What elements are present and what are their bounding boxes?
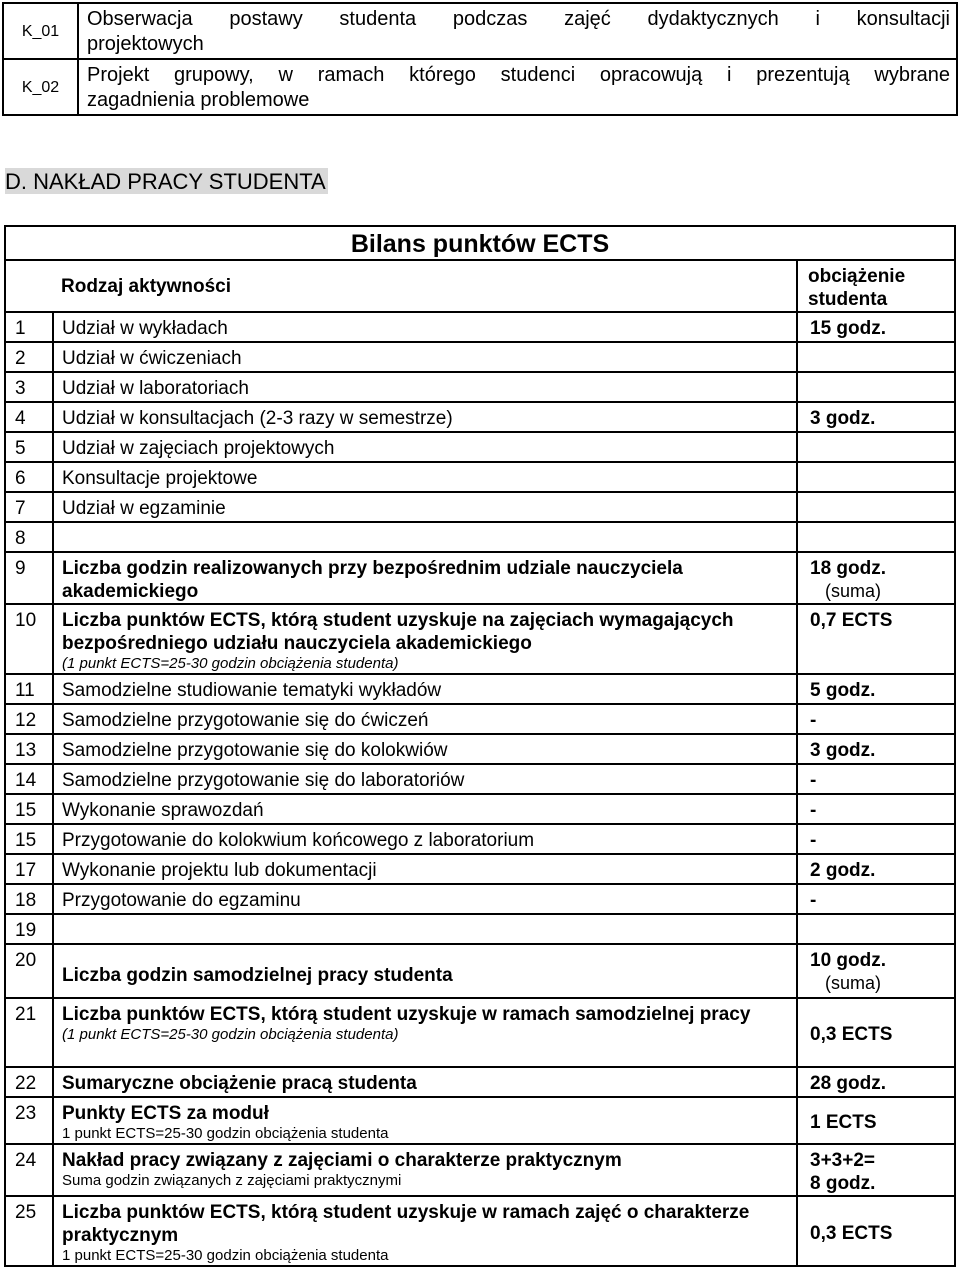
row-note: 1 punkt ECTS=25-30 godzin obciążenia studenta bbox=[62, 1247, 389, 1264]
row-value: - bbox=[797, 824, 955, 854]
table-row bbox=[5, 734, 955, 764]
table-row bbox=[5, 764, 955, 794]
ects-title: Bilans punktów ECTS bbox=[5, 226, 955, 260]
row-activity: Liczba punktów ECTS, którą student uzyskuje na zajęciach wymagających bezpośredniego udziału nauczyciela akademickiego bbox=[62, 610, 734, 654]
row-activity bbox=[53, 522, 797, 552]
row-activity-cell bbox=[53, 1196, 797, 1266]
row-number: 18 bbox=[5, 884, 53, 914]
row-value: - bbox=[797, 884, 955, 914]
table-row bbox=[5, 342, 955, 372]
table-row bbox=[5, 432, 955, 462]
row-value: 3 godz. bbox=[797, 734, 955, 764]
row-activity: Samodzielne przygotowanie się do ćwiczeń bbox=[53, 704, 797, 734]
row-value-cell bbox=[797, 552, 955, 604]
row-value: 10 godz. bbox=[810, 950, 887, 971]
row-activity: Udział w konsultacjach (2-3 razy w semestrze) bbox=[53, 402, 797, 432]
effect-row bbox=[3, 3, 957, 59]
row-activity: Przygotowanie do egzaminu bbox=[53, 884, 797, 914]
row-note: (1 punkt ECTS=25-30 godzin obciążenia studenta) bbox=[62, 655, 399, 672]
table-row bbox=[5, 522, 955, 552]
row-value bbox=[797, 914, 955, 944]
row-number: 8 bbox=[5, 522, 53, 552]
row-value bbox=[797, 492, 955, 522]
row-activity-cell bbox=[53, 1097, 797, 1144]
row-activity: Przygotowanie do kolokwium końcowego z laboratorium bbox=[53, 824, 797, 854]
row-activity: Wykonanie sprawozdań bbox=[53, 794, 797, 824]
row-value: 3+3+2= bbox=[810, 1150, 875, 1171]
table-row bbox=[5, 402, 955, 432]
row-value: 0,3 ECTS bbox=[797, 1196, 955, 1266]
row-value-line2: 8 godz. bbox=[810, 1173, 876, 1194]
row-number: 5 bbox=[5, 432, 53, 462]
row-value: 3 godz. bbox=[797, 402, 955, 432]
row-value: 28 godz. bbox=[797, 1067, 955, 1097]
table-row bbox=[5, 998, 955, 1067]
row-value bbox=[797, 432, 955, 462]
row-activity: Punkty ECTS za moduł bbox=[62, 1103, 269, 1124]
ects-header-row bbox=[5, 260, 955, 312]
row-value: 15 godz. bbox=[797, 312, 955, 342]
row-number: 24 bbox=[5, 1144, 53, 1196]
row-number: 1 bbox=[5, 312, 53, 342]
table-row bbox=[5, 312, 955, 342]
row-value: - bbox=[797, 704, 955, 734]
row-activity: Udział w ćwiczeniach bbox=[53, 342, 797, 372]
row-value-sub: (suma) bbox=[824, 973, 881, 993]
row-activity: Udział w wykładach bbox=[53, 312, 797, 342]
table-row bbox=[5, 1196, 955, 1266]
effect-code: K_01 bbox=[3, 3, 78, 59]
row-number: 9 bbox=[5, 552, 53, 604]
row-number: 23 bbox=[5, 1097, 53, 1144]
row-value bbox=[797, 522, 955, 552]
row-activity-cell bbox=[53, 1144, 797, 1196]
row-value-cell bbox=[797, 944, 955, 998]
row-activity: Samodzielne studiowanie tematyki wykładów bbox=[53, 674, 797, 704]
row-number: 20 bbox=[5, 944, 53, 998]
table-row bbox=[5, 884, 955, 914]
row-value: 5 godz. bbox=[797, 674, 955, 704]
effect-description bbox=[78, 3, 957, 59]
row-activity: Konsultacje projektowe bbox=[53, 462, 797, 492]
table-row bbox=[5, 604, 955, 674]
table-row bbox=[5, 462, 955, 492]
row-number: 11 bbox=[5, 674, 53, 704]
effect-text-cont: zagadnienia problemowe bbox=[87, 89, 310, 111]
effect-text: Obserwacja postawy studenta podczas zajęć dydaktycznych i konsultacji bbox=[87, 8, 950, 30]
row-activity: Udział w zajęciach projektowych bbox=[53, 432, 797, 462]
effect-text-cont: projektowych bbox=[87, 33, 204, 55]
row-activity: Nakład pracy związany z zajęciami o charakterze praktycznym bbox=[62, 1150, 622, 1171]
effect-text: Projekt grupowy, w ramach którego studenci opracowują i prezentują wybrane bbox=[87, 64, 950, 86]
row-activity: Sumaryczne obciążenie pracą studenta bbox=[53, 1067, 797, 1097]
table-row bbox=[5, 674, 955, 704]
row-number: 22 bbox=[5, 1067, 53, 1097]
row-activity: Liczba godzin realizowanych przy bezpośrednim udziale nauczyciela akademickiego bbox=[53, 552, 797, 604]
row-number: 3 bbox=[5, 372, 53, 402]
row-value: 0,7 ECTS bbox=[797, 604, 955, 674]
row-number: 25 bbox=[5, 1196, 53, 1266]
row-value: 1 ECTS bbox=[797, 1097, 955, 1144]
effect-code: K_02 bbox=[3, 59, 78, 115]
row-value bbox=[797, 372, 955, 402]
row-activity: Udział w laboratoriach bbox=[53, 372, 797, 402]
row-number: 4 bbox=[5, 402, 53, 432]
row-number: 2 bbox=[5, 342, 53, 372]
row-note: 1 punkt ECTS=25-30 godzin obciążenia studenta bbox=[62, 1125, 389, 1142]
row-activity: Liczba godzin samodzielnej pracy studenta bbox=[53, 944, 797, 998]
table-row bbox=[5, 914, 955, 944]
table-row bbox=[5, 1144, 955, 1196]
effect-description bbox=[78, 59, 957, 115]
table-row bbox=[5, 372, 955, 402]
row-number: 17 bbox=[5, 854, 53, 884]
table-row bbox=[5, 492, 955, 522]
row-number: 7 bbox=[5, 492, 53, 522]
row-activity: Liczba punktów ECTS, którą student uzyskuje w ramach samodzielnej pracy bbox=[62, 1004, 751, 1025]
row-value bbox=[797, 462, 955, 492]
row-activity bbox=[53, 914, 797, 944]
ects-table bbox=[4, 225, 956, 1267]
row-value-cell bbox=[797, 1144, 955, 1196]
table-row bbox=[5, 794, 955, 824]
row-note: (1 punkt ECTS=25-30 godzin obciążenia studenta) bbox=[62, 1026, 399, 1043]
row-activity: Liczba punktów ECTS, którą student uzyskuje w ramach zajęć o charakterze praktycznym bbox=[62, 1202, 750, 1246]
row-number: 15 bbox=[5, 794, 53, 824]
section-heading: D. NAKŁAD PRACY STUDENTA bbox=[5, 169, 326, 194]
col-load-header: obciążenie studenta bbox=[797, 260, 955, 312]
row-number: 15 bbox=[5, 824, 53, 854]
row-activity-cell bbox=[53, 604, 797, 674]
table-row bbox=[5, 704, 955, 734]
row-number: 12 bbox=[5, 704, 53, 734]
row-value: 0,3 ECTS bbox=[797, 998, 955, 1067]
row-number: 21 bbox=[5, 998, 53, 1067]
ects-title-row bbox=[5, 226, 955, 260]
table-row bbox=[5, 1067, 955, 1097]
row-number: 6 bbox=[5, 462, 53, 492]
table-row bbox=[5, 854, 955, 884]
row-value: - bbox=[797, 764, 955, 794]
row-activity: Samodzielne przygotowanie się do kolokwiów bbox=[53, 734, 797, 764]
table-row bbox=[5, 824, 955, 854]
effect-row bbox=[3, 59, 957, 115]
row-activity: Wykonanie projektu lub dokumentacji bbox=[53, 854, 797, 884]
table-row bbox=[5, 1097, 955, 1144]
row-note: Suma godzin związanych z zajęciami praktycznymi bbox=[62, 1172, 402, 1189]
effects-table bbox=[2, 2, 958, 116]
col-activity-header: Rodzaj aktywności bbox=[5, 260, 797, 312]
table-row bbox=[5, 552, 955, 604]
row-number: 10 bbox=[5, 604, 53, 674]
row-value: 18 godz. bbox=[810, 558, 887, 579]
row-value bbox=[797, 342, 955, 372]
row-number: 14 bbox=[5, 764, 53, 794]
row-activity: Samodzielne przygotowanie się do laboratoriów bbox=[53, 764, 797, 794]
row-number: 19 bbox=[5, 914, 53, 944]
row-number: 13 bbox=[5, 734, 53, 764]
row-value: - bbox=[797, 794, 955, 824]
table-row bbox=[5, 944, 955, 998]
row-value-sub: (suma) bbox=[824, 581, 881, 601]
row-activity: Udział w egzaminie bbox=[53, 492, 797, 522]
row-activity-cell bbox=[53, 998, 797, 1067]
row-value: 2 godz. bbox=[797, 854, 955, 884]
